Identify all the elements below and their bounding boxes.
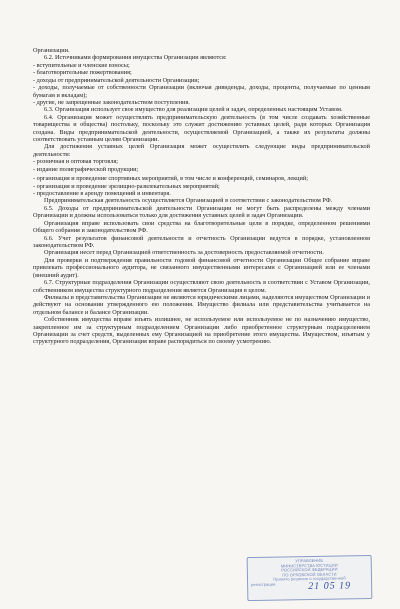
document-paragraph: 6.4. Организация может осуществлять предпринимательскую деятельность (в том числе создавать хозяйственные товарищества и общества) постольку, поскольку это служит достижению уставных целей, ради которых Организация создана. Виды предпринимательской деятельности, осуществляемой Организацией, а также их результаты должны соответствовать уставным целям Организации. (33, 113, 370, 144)
document-paragraph: Филиалы и представительства Организации не являются юридическими лицами, наделяются имуществом Организации и действуют на основании утвержденного ею положения. Имущество филиала или представительства учитывается на отдельном балансе и балансе Организации. (33, 293, 370, 316)
document-paragraph: 6.6. Учет результатов финансовой деятельности и отчетность Организации ведутся в порядке, установленном законодательством РФ. (33, 234, 370, 249)
document-paragraph: - организация и проведение зрелищно-развлекательных мероприятий; (33, 182, 220, 190)
document-paragraph: - розничная и оптовая торговля; (33, 158, 119, 166)
document-paragraph: - благотворительные пожертвования; (33, 69, 132, 77)
stamp-line: Принято решение о государственной (273, 575, 346, 583)
document-paragraph: Организация вправе использовать свои средства на благотворительные цели в порядке, определенном решениями Общего собрания и законодательством РФ. (33, 219, 370, 235)
document-paragraph: - другие, не запрещенные законодательством поступления. (33, 98, 190, 106)
stamp-date: 21 05 19 (308, 580, 352, 593)
stamp-line: УПРАВЛЕНИЕ (295, 557, 324, 564)
document-paragraph: 6.5. Доходы от предпринимательской деятельности Организации не могут быть распределены между членами Организации и должны использоваться только для достижения уставных целей и задач Организации. (33, 204, 370, 220)
document-paragraph: 6.2. Источниками формирования имущества Организации являются: (44, 54, 227, 62)
document-body (33, 47, 370, 346)
document-paragraph: Собственник имущества вправе изъять излишнее, не используемое или используемое не по назначению имущество, закрепленное им за структурным подразделением Организации либо приобретенное структурным подразделением Организации за счет средств, выделенных ему Организацией на приобретение этого имущества. Имуществом, изъятым у структурного подразделения, Организация вправе распорядиться по своему усмотрению. (33, 316, 370, 346)
document-paragraph: - доходы, получаемые от собственности Организации (включая дивиденды, доходы, проценты, получаемые по ценным бумагам и вкладам); (33, 84, 370, 99)
registration-stamp (247, 555, 373, 601)
stamp-line: регистрации (251, 581, 276, 587)
document-paragraph: - издание полиграфической продукции; (33, 165, 139, 173)
document-paragraph: Для проверки и подтверждения правильности годовой финансовой отчетности Организации Общее собрание вправе привлекать профессионального аудитора, не связанного имущественными интересами с Организацией или ее членами (внешний аудит). (33, 256, 370, 279)
document-paragraph: - доходы от предпринимательской деятельности Организации; (33, 76, 200, 84)
document-paragraph: - организация и проведение спортивных мероприятий, в том числе и конференций, семинаров, лекций; (33, 175, 308, 183)
document-paragraph: Организация несет перед Организацией ответственность за достоверность предоставляемой отчетности. (44, 249, 324, 257)
document-paragraph: Организации. (33, 47, 70, 54)
document-paragraph: 6.7. Структурные подразделения Организации осуществляют свою деятельность в соответствии с Уставом Организации, собственником имущества структурного подразделения является Организация в целом. (33, 279, 370, 294)
document-paragraph: - вступительные и членские взносы; (33, 61, 130, 69)
document-paragraph: 6.3. Организация использует свое имущество для реализации целей и задач, определенных настоящим Уставом. (44, 106, 343, 114)
stamp-line: РОССИЙСКОЙ ФЕДЕРАЦИИ (281, 566, 338, 573)
document-paragraph: - предоставление в аренду помещений и инвентаря. (33, 190, 171, 198)
stamp-line: ПО ОРЛОВСКОЙ ОБЛАСТИ (282, 571, 337, 578)
document-paragraph: Для достижения уставных целей Организация может осуществлять следующие виды предпринимательской деятельности: (33, 143, 370, 158)
stamp-line: МИНИСТЕРСТВА ЮСТИЦИИ (280, 562, 338, 569)
document-paragraph: Предпринимательская деятельность осуществляется Организацией в соответствии с законодательством РФ. (44, 197, 333, 205)
